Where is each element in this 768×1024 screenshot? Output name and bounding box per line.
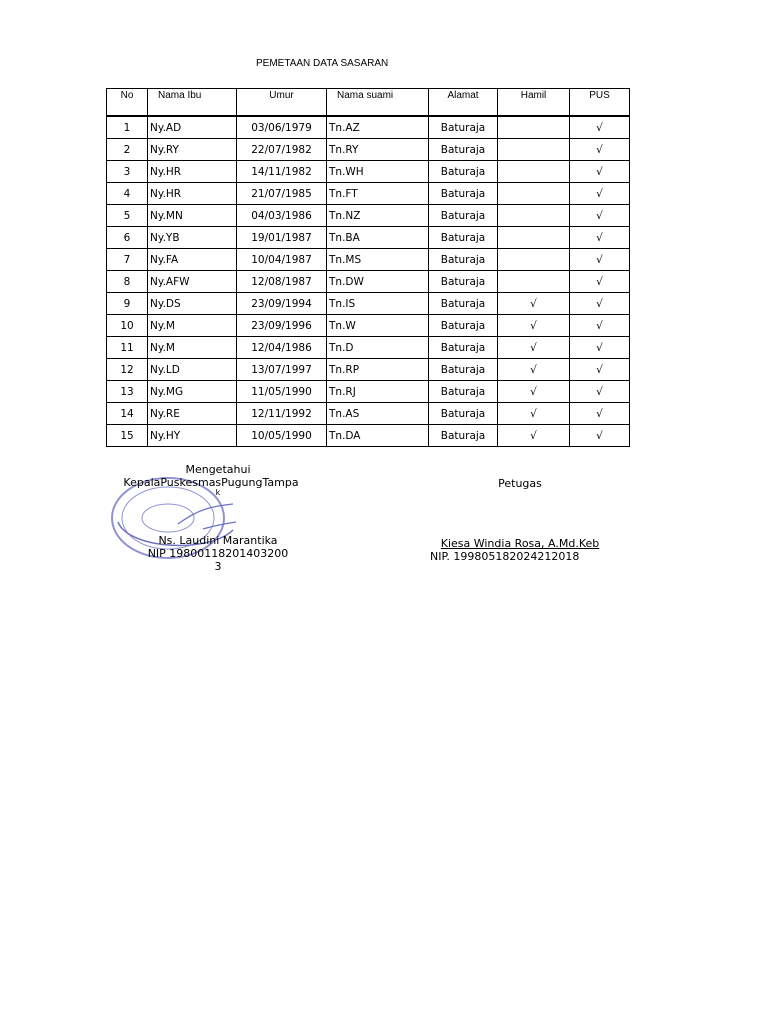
cell-nama-ibu: Ny.DS (148, 293, 237, 315)
cell-nama-ibu: Ny.HY (148, 425, 237, 447)
cell-pus: √ (570, 161, 630, 183)
cell-hamil (498, 249, 570, 271)
left-org-cont: k (215, 488, 221, 497)
cell-pus: √ (570, 116, 630, 139)
table-row (107, 425, 630, 447)
cell-umur: 10/05/1990 (237, 425, 327, 447)
cell-pus: √ (570, 183, 630, 205)
header-pus: PUS (570, 89, 630, 117)
cell-no: 10 (107, 315, 148, 337)
cell-hamil: √ (498, 337, 570, 359)
signature-block-left (118, 463, 318, 573)
cell-pus: √ (570, 381, 630, 403)
cell-umur: 11/05/1990 (237, 381, 327, 403)
cell-hamil (498, 183, 570, 205)
cell-no: 2 (107, 139, 148, 161)
header-no: No (107, 89, 148, 117)
left-nip: NIP 19800118201403200 (147, 547, 289, 560)
cell-hamil: √ (498, 315, 570, 337)
cell-no: 5 (107, 205, 148, 227)
header-alamat: Alamat (429, 89, 498, 117)
signature-block-right (420, 477, 620, 563)
header-nama-ibu: Nama Ibu (148, 89, 237, 117)
cell-hamil (498, 205, 570, 227)
cell-umur: 12/11/1992 (237, 403, 327, 425)
cell-hamil (498, 116, 570, 139)
cell-nama-suami: Tn.MS (327, 249, 429, 271)
document-title: PEMETAAN DATA SASARAN (256, 58, 389, 69)
cell-no: 12 (107, 359, 148, 381)
cell-umur: 23/09/1996 (237, 315, 327, 337)
table-header-row (107, 89, 630, 117)
cell-nama-suami: Tn.DW (327, 271, 429, 293)
left-nip-cont: 3 (214, 560, 222, 573)
cell-nama-suami: Tn.AZ (327, 116, 429, 139)
table-row (107, 293, 630, 315)
table-row (107, 205, 630, 227)
cell-hamil: √ (498, 381, 570, 403)
cell-hamil (498, 161, 570, 183)
cell-pus: √ (570, 139, 630, 161)
cell-alamat: Baturaja (429, 293, 498, 315)
cell-no: 6 (107, 227, 148, 249)
cell-umur: 23/09/1994 (237, 293, 327, 315)
right-signer-name: Kiesa Windia Rosa, A.Md.Keb (440, 537, 600, 550)
cell-umur: 21/07/1985 (237, 183, 327, 205)
header-umur: Umur (237, 89, 327, 117)
right-nip: NIP. 199805182024212018 (430, 550, 580, 563)
cell-pus: √ (570, 293, 630, 315)
cell-nama-suami: Tn.AS (327, 403, 429, 425)
cell-alamat: Baturaja (429, 425, 498, 447)
cell-nama-suami: Tn.BA (327, 227, 429, 249)
cell-nama-ibu: Ny.MG (148, 381, 237, 403)
cell-alamat: Baturaja (429, 227, 498, 249)
cell-alamat: Baturaja (429, 205, 498, 227)
cell-nama-ibu: Ny.FA (148, 249, 237, 271)
cell-alamat: Baturaja (429, 315, 498, 337)
cell-nama-ibu: Ny.M (148, 337, 237, 359)
cell-alamat: Baturaja (429, 183, 498, 205)
table-row (107, 161, 630, 183)
cell-nama-ibu: Ny.HR (148, 183, 237, 205)
cell-umur: 12/08/1987 (237, 271, 327, 293)
cell-umur: 13/07/1997 (237, 359, 327, 381)
cell-hamil: √ (498, 403, 570, 425)
cell-no: 14 (107, 403, 148, 425)
cell-umur: 04/03/1986 (237, 205, 327, 227)
cell-nama-suami: Tn.WH (327, 161, 429, 183)
cell-alamat: Baturaja (429, 271, 498, 293)
cell-nama-ibu: Ny.RY (148, 139, 237, 161)
cell-nama-suami: Tn.DA (327, 425, 429, 447)
cell-nama-suami: Tn.RP (327, 359, 429, 381)
table-row (107, 359, 630, 381)
cell-alamat: Baturaja (429, 139, 498, 161)
cell-no: 8 (107, 271, 148, 293)
cell-no: 3 (107, 161, 148, 183)
cell-umur: 10/04/1987 (237, 249, 327, 271)
cell-no: 4 (107, 183, 148, 205)
cell-no: 15 (107, 425, 148, 447)
cell-pus: √ (570, 337, 630, 359)
cell-no: 9 (107, 293, 148, 315)
table-body (107, 116, 630, 447)
table-row (107, 271, 630, 293)
cell-pus: √ (570, 227, 630, 249)
cell-nama-suami: Tn.NZ (327, 205, 429, 227)
cell-alamat: Baturaja (429, 359, 498, 381)
cell-alamat: Baturaja (429, 381, 498, 403)
cell-hamil: √ (498, 359, 570, 381)
table-row (107, 315, 630, 337)
cell-nama-ibu: Ny.RE (148, 403, 237, 425)
cell-nama-suami: Tn.IS (327, 293, 429, 315)
header-nama-suami: Nama suami (327, 89, 429, 117)
header-hamil: Hamil (498, 89, 570, 117)
data-table (106, 88, 630, 447)
cell-nama-ibu: Ny.AFW (148, 271, 237, 293)
cell-umur: 03/06/1979 (237, 116, 327, 139)
cell-pus: √ (570, 205, 630, 227)
cell-no: 1 (107, 116, 148, 139)
cell-nama-suami: Tn.W (327, 315, 429, 337)
left-caption: Mengetahui (185, 463, 251, 476)
cell-nama-ibu: Ny.M (148, 315, 237, 337)
left-signer-name: Ns. Laudini Marantika (158, 534, 278, 547)
left-org: KepalaPuskesmasPugungTampa (123, 476, 299, 489)
cell-nama-ibu: Ny.LD (148, 359, 237, 381)
cell-umur: 22/07/1982 (237, 139, 327, 161)
cell-nama-ibu: Ny.MN (148, 205, 237, 227)
cell-pus: √ (570, 403, 630, 425)
cell-pus: √ (570, 315, 630, 337)
table-row (107, 337, 630, 359)
table-row (107, 183, 630, 205)
cell-alamat: Baturaja (429, 403, 498, 425)
cell-hamil: √ (498, 425, 570, 447)
table-row (107, 116, 630, 139)
cell-pus: √ (570, 249, 630, 271)
cell-alamat: Baturaja (429, 161, 498, 183)
cell-nama-suami: Tn.D (327, 337, 429, 359)
cell-nama-suami: Tn.RY (327, 139, 429, 161)
cell-no: 13 (107, 381, 148, 403)
cell-pus: √ (570, 271, 630, 293)
cell-alamat: Baturaja (429, 249, 498, 271)
cell-nama-ibu: Ny.YB (148, 227, 237, 249)
cell-pus: √ (570, 359, 630, 381)
cell-pus: √ (570, 425, 630, 447)
cell-hamil: √ (498, 293, 570, 315)
cell-no: 11 (107, 337, 148, 359)
cell-hamil (498, 271, 570, 293)
cell-no: 7 (107, 249, 148, 271)
table-row (107, 249, 630, 271)
table-row (107, 381, 630, 403)
cell-nama-ibu: Ny.AD (148, 116, 237, 139)
cell-nama-ibu: Ny.HR (148, 161, 237, 183)
right-caption: Petugas (498, 477, 542, 490)
table-row (107, 227, 630, 249)
cell-nama-suami: Tn.FT (327, 183, 429, 205)
cell-hamil (498, 139, 570, 161)
cell-alamat: Baturaja (429, 337, 498, 359)
cell-umur: 19/01/1987 (237, 227, 327, 249)
cell-hamil (498, 227, 570, 249)
cell-umur: 12/04/1986 (237, 337, 327, 359)
cell-umur: 14/11/1982 (237, 161, 327, 183)
table-row (107, 403, 630, 425)
cell-alamat: Baturaja (429, 116, 498, 139)
table-row (107, 139, 630, 161)
cell-nama-suami: Tn.RJ (327, 381, 429, 403)
